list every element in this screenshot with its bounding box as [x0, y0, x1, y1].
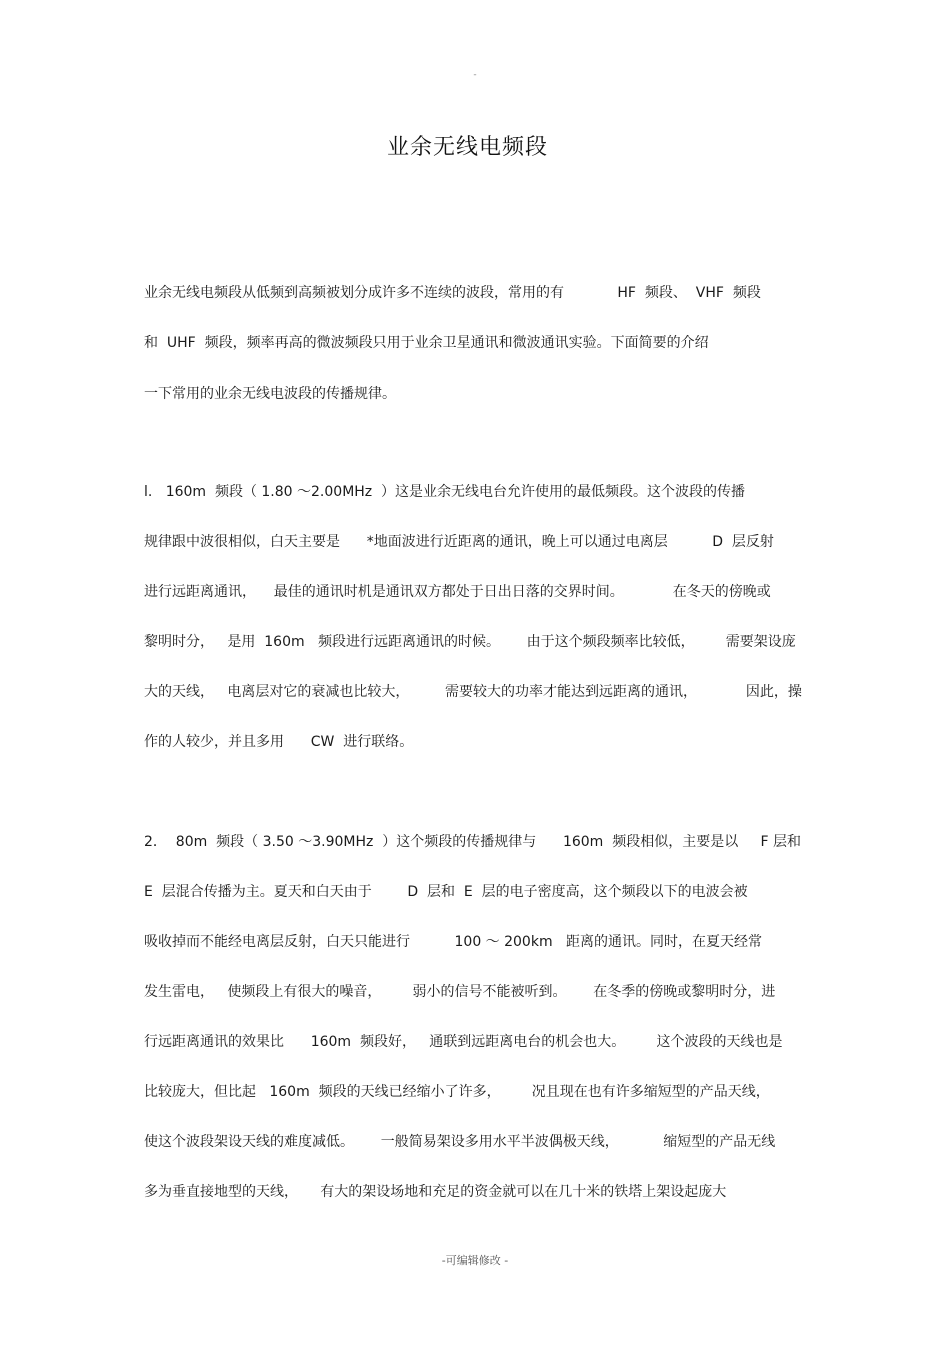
paragraph-line: 大的天线， 电离层对它的衰减也比较大， 需要较大的功率才能达到远距离的通讯， 因此，操 — [144, 684, 802, 700]
paragraph-line: 比较庞大，但比起 160m 频段的天线已经缩小了许多， 况且现在也有许多缩短型的产品天线， — [144, 1084, 770, 1100]
paragraph-line: 黎明时分， 是用 160m 频段进行远距离通讯的时候。 由于这个频段频率比较低， 需要架设庞 — [144, 634, 796, 650]
paragraph-line: 2． 80m 频段（ 3.50 ～3.90MHz ）这个频段的传播规律与 160m 频段相似，主要是以 F 层和 — [144, 834, 801, 850]
paragraph-line: 和 UHF 频段，频率再高的微波频段只用于业余卫星通讯和微波通讯实验。下面简要的介绍 — [144, 335, 709, 351]
paragraph-line: 行远距离通讯的效果比 160m 频段好， 通联到远距离电台的机会也大。 这个波段的天线也是 — [144, 1034, 783, 1050]
header-mark: - — [473, 70, 477, 80]
paragraph-line: 进行远距离通讯， 最佳的通讯时机是通讯双方都处于日出日落的交界时间。 在冬天的傍晚或 — [144, 584, 771, 600]
page-footer: -可编辑修改 - — [441, 1254, 509, 1267]
paragraph-line: 使这个波段架设天线的难度减低。 一般简易架设多用水平半波偶极天线， 缩短型的产品无线 — [144, 1134, 776, 1150]
paragraph-line: l. 160m 频段（ 1.80 ～2.00MHz ）这是业余无线电台允许使用的最低频段。这个波段的传播 — [144, 484, 746, 500]
paragraph-line: 发生雷电， 使频段上有很大的噪音， 弱小的信号不能被听到。 在冬季的傍晚或黎明时分，进 — [144, 984, 776, 1000]
paragraph-line: 吸收掉而不能经电离层反射，白天只能进行 100 ～ 200km 距离的通讯。同时，在夏天经常 — [144, 934, 762, 950]
paragraph-line: 一下常用的业余无线电波段的传播规律。 — [144, 386, 396, 402]
paragraph-line: E 层混合传播为主。夏天和白天由于 D 层和 E 层的电子密度高，这个频段以下的电波会被 — [144, 884, 748, 900]
paragraph-line: 规律跟中波很相似，白天主要是 *地面波进行近距离的通讯，晚上可以通过电离层 D 层反射 — [144, 534, 774, 550]
paragraph-line: 业余无线电频段从低频到高频被划分成许多不连续的波段，常用的有 HF 频段、 VHF 频段 — [144, 285, 761, 301]
page-title: 业余无线电频段 — [386, 135, 548, 160]
paragraph-line: 多为垂直接地型的天线， 有大的架设场地和充足的资金就可以在几十米的铁塔上架设起庞大 — [144, 1184, 727, 1200]
paragraph-line: 作的人较少，并且多用 CW 进行联络。 — [144, 734, 414, 750]
